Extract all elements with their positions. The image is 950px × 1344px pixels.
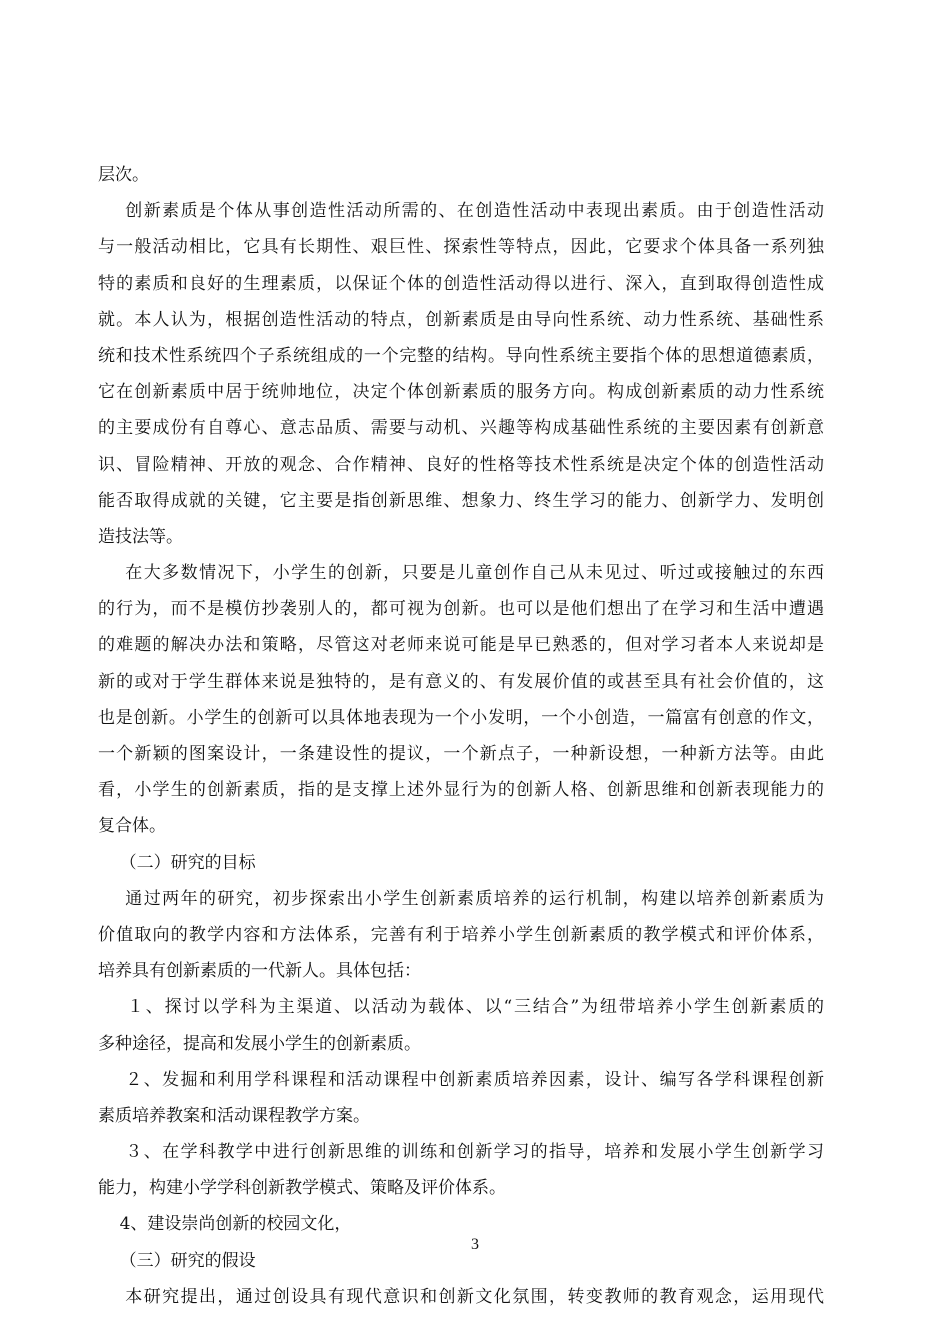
text-line: 它在创新素质中居于统帅地位，决定个体创新素质的服务方向。构成创新素质的动力性系统 <box>98 382 824 403</box>
text-line: 统和技术性系统四个子系统组成的一个完整的结构。导向性系统主要指个体的思想道德素质， <box>98 345 824 366</box>
text-line: 层次。 <box>98 165 149 185</box>
text-line: 培养具有创新素质的一代新人。具体包括： <box>98 961 421 982</box>
text-line: 与一般活动相比，它具有长期性、艰巨性、探索性等特点，因此，它要求个体具备一系列独 <box>98 237 824 258</box>
list-item: 4、建设崇尚创新的校园文化， <box>98 1214 352 1235</box>
text-line: 一个新颖的图案设计，一条建设性的提议，一个新点子，一种新设想，一种新方法等。由此 <box>98 744 824 764</box>
text-line: 的行为，而不是模仿抄袭别人的，都可视为创新。也可以是他们想出了在学习和生活中遭遇 <box>98 599 824 620</box>
list-item: １、探讨以学科为主渠道、以活动为载体、以“三结合”为纽带培养小学生创新素质的 <box>98 997 824 1018</box>
text-line: 就。本人认为，根据创造性活动的特点，创新素质是由导向性系统、动力性系统、基础性系 <box>98 309 824 330</box>
text-line: 创新素质是个体从事创造性活动所需的、在创造性活动中表现出素质。由于创造性活动 <box>98 201 824 222</box>
text-line: 价值取向的教学内容和方法体系，完善有利于培养小学生创新素质的教学模式和评价体系， <box>98 924 824 945</box>
list-item: ３、在学科教学中进行创新思维的训练和创新学习的指导，培养和发展小学生创新学习 <box>98 1142 824 1163</box>
text-line: 识、冒险精神、开放的观念、合作精神、良好的性格等技术性系统是决定个体的创造性活动 <box>98 454 824 475</box>
text-line: 在大多数情况下，小学生的创新，只要是儿童创作自己从未见过、听过或接触过的东西 <box>98 563 824 584</box>
list-item: ２、发掘和利用学科课程和活动课程中创新素质培养因素，设计、编写各学科课程创新 <box>98 1069 824 1090</box>
text-line: 的主要成份有自尊心、意志品质、需要与动机、兴趣等构成基础性系统的主要因素有创新意 <box>98 418 824 439</box>
section-heading: （二）研究的目标 <box>98 852 256 873</box>
text-line: 的难题的解决办法和策略，尽管这对老师来说可能是早已熟悉的，但对学习者本人来说却是 <box>98 635 824 656</box>
text-line: 看，小学生的创新素质，指的是支撑上述外显行为的创新人格、创新思维和创新表现能力的 <box>98 780 824 801</box>
page-number: 3 <box>471 1236 479 1253</box>
text-line: 能力，构建小学学科创新教学模式、策略及评价体系。 <box>98 1178 506 1199</box>
text-line: 也是创新。小学生的创新可以具体地表现为一个小发明，一个小创造，一篇富有创意的作文， <box>98 707 824 728</box>
body-text <box>98 157 824 1315</box>
text-line: 造技法等。 <box>98 526 183 547</box>
text-line: 多种途径，提高和发展小学生的创新素质。 <box>98 1033 421 1054</box>
text-line: 本研究提出，通过创设具有现代意识和创新文化氛围，转变教师的教育观念，运用现代 <box>98 1286 824 1307</box>
text-line: 新的或对于学生群体来说是独特的，是有意义的、有发展价值的或甚至具有社会价值的，这 <box>98 671 824 692</box>
text-line: 通过两年的研究，初步探索出小学生创新素质培养的运行机制，构建以培养创新素质为 <box>98 888 824 909</box>
text-line: 复合体。 <box>98 816 166 837</box>
text-line: 素质培养教案和活动课程教学方案。 <box>98 1105 370 1126</box>
section-heading: （三）研究的假设 <box>98 1250 256 1271</box>
text-line: 能否取得成就的关键，它主要是指创新思维、想象力、终生学习的能力、创新学力、发明创 <box>98 490 824 511</box>
text-line: 特的素质和良好的生理素质，以保证个体的创造性活动得以进行、深入，直到取得创造性成 <box>98 273 824 294</box>
